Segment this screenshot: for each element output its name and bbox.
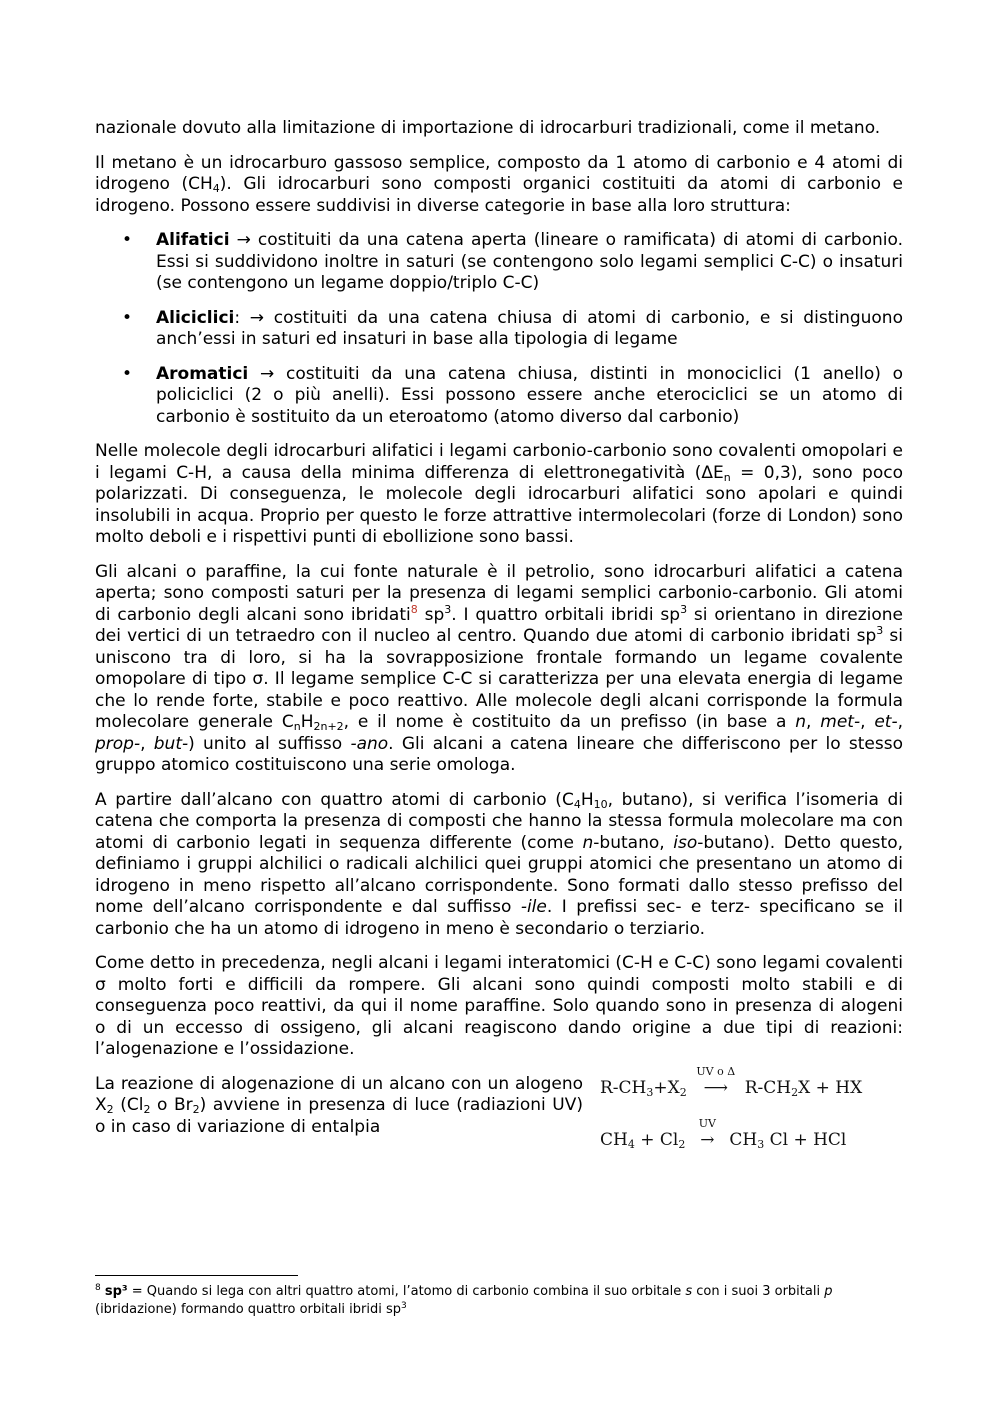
text-run: -butano). Detto questo, definiamo i gruppi alchilici o radicali alchilici quei gruppi atomici che presentano un atomo di idrogeno in meno rispetto all’alcano corrispondente. Sono formati dallo stesso prefisso del nome dell’alcano corrispondente e dal suffisso	[95, 832, 903, 917]
hydrocarbon-categories-list	[95, 230, 903, 428]
list-item	[95, 364, 903, 429]
superscript: 3	[680, 602, 688, 616]
paragraph-reactivity: Come detto in precedenza, negli alcani i legami interatomici (C-H e C-C) sono legami covalenti σ molto forti e difficili da rompere. Gli alcani sono quindi composti molto stabili e di conseguenza poco reattivi, da qui il nome paraffine. Solo quando sono in presenza di alogeni o di un eccesso di ossigeno, gli alcani reagiscono dando origine a due tipi di reazioni: l’alogenazione e l’ossidazione.	[95, 953, 903, 1059]
footnote-separator	[95, 1275, 298, 1276]
italic-run: n	[795, 712, 807, 732]
subscript: 2	[791, 1085, 799, 1099]
superscript: 3	[444, 602, 452, 616]
text-run: Gli alcani o paraffine, la cui fonte naturale è il petrolio, sono idrocarburi alifatici a catena aperta; sono composti saturi per la presenza di legami semplici carbonio-carbonio. Gli atomi di carbonio degli alcani sono ibridati	[95, 561, 903, 625]
eq-term: CH	[600, 1129, 628, 1150]
text-run: La reazione di alogenazione di un alcano con un alogeno X	[95, 1073, 583, 1115]
arrow-glyph: →	[700, 1129, 715, 1150]
footnote-number: 8	[95, 1283, 101, 1293]
italic-run: -ile	[520, 897, 547, 917]
text-run: ,	[860, 712, 875, 732]
halogenation-section	[95, 1064, 903, 1151]
eq-term: Cl + HCl	[764, 1129, 847, 1150]
subscript: 2	[106, 1103, 114, 1116]
eq-term: X + HX	[798, 1077, 863, 1098]
arrow-label: UV o Δ	[696, 1064, 736, 1078]
superscript: 3	[876, 624, 884, 637]
subscript: n	[293, 720, 301, 733]
list-text: → costituiti da una catena chiusa, distinti in monociclici (1 anello) o policiclici (2 o più anelli). Essi possono essere anche eterociclici se un atomo di carbonio è sostituito da un eteroatomo (atomo diverso dal carbonio)	[156, 363, 903, 427]
text-run: si orientano in direzione dei vertici di un tetraedro con il nucleo al centro. Quando due atomi di carbonio ibridati sp	[95, 604, 904, 646]
text-run: , butano), si verifica l’isomeria di catena che comporta la presenza di composti che hanno la stessa formula molecolare ma con atomi di carbonio legati in sequenza differente (come	[95, 789, 904, 853]
bullet-icon: •	[122, 363, 133, 384]
text-run: con i suoi 3 orbitali	[692, 1284, 825, 1299]
eq-term: R-CH	[600, 1077, 647, 1098]
italic-run: -ano	[350, 733, 389, 754]
bullet-icon: •	[122, 307, 133, 328]
paragraph-aliphatic-bonds	[95, 441, 903, 549]
footnote-ref-link[interactable]: 8	[410, 602, 418, 616]
italic-run: met-	[820, 712, 861, 732]
page-body	[95, 118, 904, 1151]
eq-term: +X	[653, 1077, 680, 1098]
text-run: = 0,3), sono poco polarizzati. Di conseguenza, le molecole degli idrocarburi alifatici sono apolari e quindi insolubili in acqua. Proprio per questo le forze attrattive intermolecolari (forze di London) sono molto deboli e i rispettivi punti di ebollizione sono bassi.	[95, 462, 903, 547]
text-run: Nelle molecole degli idrocarburi alifatici i legami carbonio-carbonio sono covalenti omopolari e i legami C-H, a causa della minima differenza di elettronegatività (ΔE	[95, 441, 903, 483]
eq-term: CH	[729, 1129, 758, 1150]
superscript: 3	[401, 1301, 407, 1311]
list-text: : → costituiti da una catena chiusa di atomi di carbonio, e si distinguono anch’essi in saturi ed insaturi in base alla tipologia di legame	[156, 307, 903, 349]
text-run: A partire dall’alcano con quattro atomi di carbonio (C	[95, 789, 574, 810]
italic-run: iso	[673, 832, 698, 853]
list-term: Aliciclici	[156, 307, 235, 328]
arrow-glyph: ⟶	[703, 1077, 728, 1098]
bullet-icon: •	[122, 230, 133, 250]
paragraph-methane	[95, 153, 903, 218]
eq-term: + Cl	[634, 1129, 679, 1150]
equation-halogenation-general	[600, 1064, 905, 1116]
footnote	[95, 1283, 903, 1319]
text-run: ,	[806, 712, 821, 732]
italic-run: p	[824, 1284, 833, 1299]
reaction-equations	[600, 1064, 905, 1168]
text-run: . I prefissi sec- e terz- specificano se il carbonio che ha un atomo di idrogeno in meno è secondario o terziario.	[95, 897, 903, 939]
text-run: = Quando si lega con altri quattro atomi, l’atomo di carbonio combina il suo orbitale	[127, 1284, 686, 1299]
italic-run: n	[582, 832, 594, 853]
subscript: 10	[593, 797, 608, 811]
list-item	[95, 230, 903, 295]
paragraph-alkanes	[95, 562, 903, 777]
subscript: 2	[678, 1137, 686, 1151]
text-run: ,	[897, 712, 903, 732]
text-run: H	[300, 712, 314, 732]
text-run: Il metano è un idrocarburo gassoso semplice, composto da 1 atomo di carbonio e 4 atomi di idrogeno (CH	[95, 152, 903, 194]
text-run: (Cl	[113, 1095, 144, 1115]
footnote-term: sp³	[104, 1284, 128, 1299]
text-run: ,	[140, 733, 154, 754]
text-run: sp	[417, 604, 445, 625]
text-run: ). Gli idrocarburi sono composti organici costituiti da atomi di carbonio e idrogeno. Possono essere suddivisi in diverse categorie in base alla loro struttura:	[95, 174, 903, 216]
list-term: Aromatici	[156, 363, 249, 384]
subscript: 2	[143, 1103, 151, 1116]
paragraph-halogenation	[95, 1074, 583, 1139]
equation-methane-chlorination	[600, 1116, 905, 1168]
text-run: ) avviene in presenza di luce (radiazioni UV) o in caso di variazione di entalpia	[95, 1095, 583, 1137]
reaction-arrow-icon	[685, 1116, 729, 1150]
subscript: 2	[192, 1103, 200, 1116]
reaction-arrow-icon	[687, 1064, 745, 1098]
text-run: , e il nome è costituito da un prefisso (in base a	[343, 712, 796, 732]
eq-term: R-CH	[744, 1077, 792, 1098]
paragraph-isomerism	[95, 790, 903, 941]
paragraph-intro: nazionale dovuto alla limitazione di importazione di idrocarburi tradizionali, come il metano.	[95, 118, 881, 138]
list-text: → costituiti da una catena aperta (lineare o ramificata) di atomi di carbonio. Essi si suddividono inoltre in saturi (se contengono solo legami semplici C-C) o insaturi (se contengono un legame doppio/triplo C-C)	[156, 230, 903, 293]
italic-run: but-	[153, 733, 189, 754]
subscript: 4	[627, 1137, 635, 1151]
list-item	[95, 308, 903, 351]
text-run: . Gli alcani a catena lineare che differiscono per lo stesso gruppo atomico costituiscono una serie omologa.	[95, 733, 903, 775]
text-run: o Br	[150, 1095, 193, 1115]
arrow-label: UV	[698, 1116, 716, 1130]
subscript: 4	[573, 797, 581, 811]
list-term: Alifatici	[156, 230, 230, 250]
subscript: 3	[646, 1085, 654, 1099]
text-run: (ibridazione) formando quattro orbitali ibridi sp	[95, 1302, 402, 1317]
text-run: -butano,	[593, 832, 674, 853]
subscript: 4	[212, 182, 220, 195]
italic-run: s	[685, 1284, 693, 1299]
text-run: si uniscono tra di loro, si ha la sovrapposizione frontale formando un legame covalente omopolare di tipo σ. Il legame semplice C-C si caratterizza per una elevata energia di legame che lo rende forte, stabile e poco reattivo. Alle molecole degli alcani corrisponde la formula molecolare generale C	[95, 626, 903, 732]
subscript: 3	[757, 1137, 765, 1151]
text-run: ) unito al suffisso	[188, 733, 351, 754]
italic-run: et-	[874, 712, 898, 732]
subscript: n	[723, 470, 731, 484]
subscript: 2	[679, 1085, 687, 1099]
text-run: H	[580, 789, 594, 810]
subscript: 2n+2	[313, 720, 344, 733]
text-run: . I quattro orbitali ibridi sp	[451, 604, 681, 625]
italic-run: prop-	[95, 733, 141, 754]
